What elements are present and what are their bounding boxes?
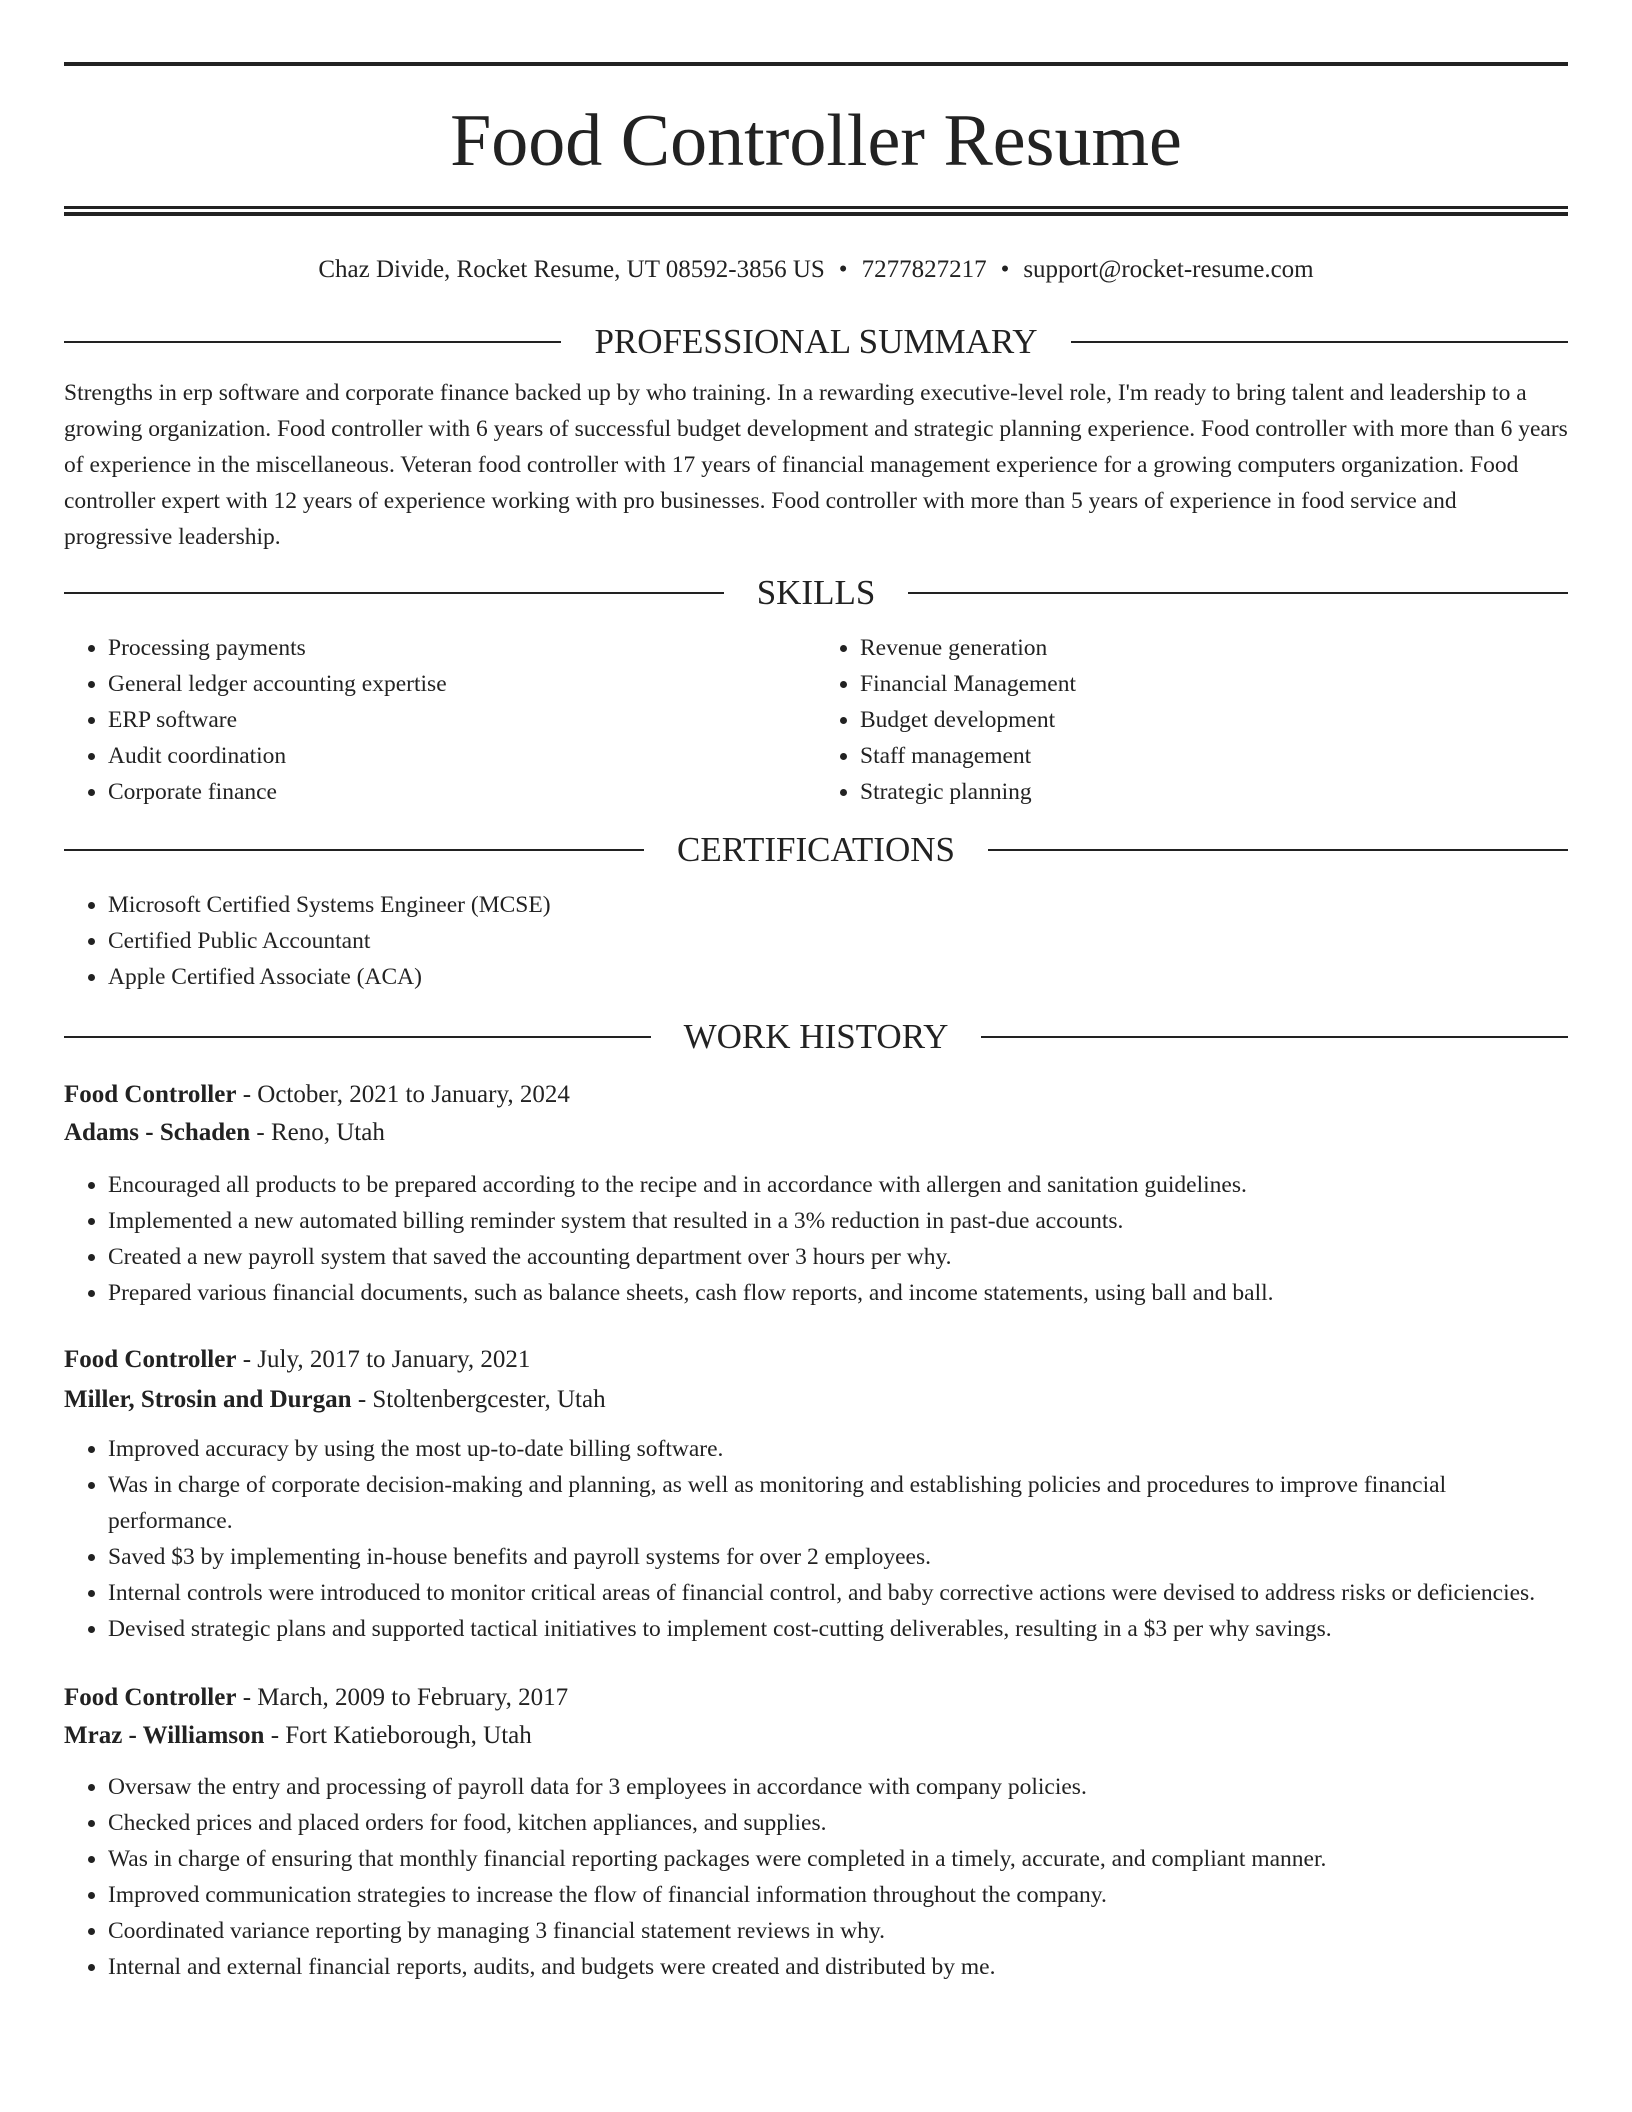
skill-item: • Processing payments (108, 630, 816, 666)
job-company-line (64, 1114, 1568, 1152)
job-dates: - July, 2017 to January, 2021 (236, 1346, 531, 1373)
section-header-summary (64, 324, 1568, 359)
skill-item: • Staff management (860, 738, 1568, 774)
job-bullet: • Oversaw the entry and processing of payroll data for 3 employees in accordance with company policies. (108, 1769, 1568, 1805)
job-location: - Stoltenbergcester, Utah (351, 1386, 606, 1413)
job-title: Food Controller (64, 1346, 237, 1373)
skills-list-left (64, 630, 816, 810)
resume-title: Food Controller Resume (450, 100, 1182, 182)
job-bullet: • Prepared various financial documents, such as balance sheets, cash flow reports, and income statements, using ball and ball. (108, 1275, 1568, 1311)
certification-item: • Microsoft Certified Systems Engineer (MCSE) (108, 887, 1568, 923)
job-dates: - October, 2021 to January, 2024 (236, 1081, 570, 1108)
section-rule (988, 849, 1568, 851)
title-double-rule (64, 206, 1568, 216)
section-title-summary: PROFESSIONAL SUMMARY (594, 322, 1038, 361)
job-bullets (64, 1167, 1568, 1311)
section-title-skills: SKILLS (756, 573, 876, 612)
job-bullet: • Checked prices and placed orders for food, kitchen appliances, and supplies. (108, 1805, 1568, 1841)
contact-address: Chaz Divide, Rocket Resume, UT 08592-3856 US (318, 256, 825, 283)
job-bullet: • Improved accuracy by using the most up-to-date billing software. (108, 1431, 1568, 1467)
contact-line (64, 252, 1568, 288)
job-bullet: • Was in charge of corporate decision-making and planning, as well as monitoring and establishing policies and procedures to improve financial performance. (108, 1467, 1568, 1539)
job-location: - Reno, Utah (250, 1119, 385, 1146)
section-rule (1071, 341, 1568, 343)
job-company: Adams - Schaden (64, 1119, 251, 1146)
resume-page (64, 62, 1568, 1985)
certification-item: • Apple Certified Associate (ACA) (108, 959, 1568, 995)
job-bullet: • Encouraged all products to be prepared according to the recipe and in accordance with allergen and sanitation guidelines. (108, 1167, 1568, 1203)
job-entry (64, 1076, 1568, 1311)
job-bullet: • Saved $3 by implementing in-house benefits and payroll systems for over 2 employees. (108, 1539, 1568, 1575)
skill-item: • Budget development (860, 702, 1568, 738)
job-company: Mraz - Williamson (64, 1722, 265, 1749)
summary-text: Strengths in erp software and corporate finance backed up by who training. In a rewarding executive-level role, I'm ready to bring talent and leadership to a growing organization. Food controller with 6 years of successful budget development and strategic planning experience. Food controller with more than 6 years of experience in the miscellaneous. Veteran food controller with 17 years of financial management experience for a growing computers organization. Food controller expert with 12 years of experience working with pro businesses. Food controller with more than 5 years of experience in food service and progressive leadership. (64, 380, 1568, 550)
job-bullet: • Implemented a new automated billing reminder system that resulted in a 3% reduction in past-due accounts. (108, 1203, 1568, 1239)
job-company-line (64, 1717, 1568, 1755)
skill-item: • Audit coordination (108, 738, 816, 774)
skill-item: • Strategic planning (860, 774, 1568, 810)
job-title-line (64, 1341, 1568, 1379)
job-title: Food Controller (64, 1684, 237, 1711)
top-rule (64, 62, 1568, 66)
certification-item: • Certified Public Accountant (108, 923, 1568, 959)
section-rule (908, 592, 1568, 594)
job-bullet: • Created a new payroll system that saved the accounting department over 3 hours per why. (108, 1239, 1568, 1275)
section-title-work: WORK HISTORY (683, 1017, 949, 1056)
job-entry (64, 1341, 1568, 1647)
job-company-line (64, 1381, 1568, 1419)
job-company: Miller, Strosin and Durgan (64, 1386, 352, 1413)
section-header-certifications (64, 832, 1568, 867)
job-location: - Fort Katieborough, Utah (264, 1722, 532, 1749)
section-rule (64, 1036, 651, 1038)
job-bullet: • Improved communication strategies to increase the flow of financial information throughout the company. (108, 1877, 1568, 1913)
job-bullet: • Was in charge of ensuring that monthly financial reporting packages were completed in a timely, accurate, and compliant manner. (108, 1841, 1568, 1877)
skills-columns (64, 630, 1568, 810)
job-dates: - March, 2009 to February, 2017 (236, 1684, 569, 1711)
job-bullet: • Coordinated variance reporting by managing 3 financial statement reviews in why. (108, 1913, 1568, 1949)
job-bullet: • Internal controls were introduced to monitor critical areas of financial control, and baby corrective actions were devised to address risks or deficiencies. (108, 1575, 1568, 1611)
section-rule (981, 1036, 1568, 1038)
skill-item: • Financial Management (860, 666, 1568, 702)
job-title-line (64, 1679, 1568, 1717)
section-title-certifications: CERTIFICATIONS (677, 830, 955, 869)
section-header-work (64, 1019, 1568, 1054)
job-title: Food Controller (64, 1081, 237, 1108)
skill-item: • General ledger accounting expertise (108, 666, 816, 702)
contact-separator: • (1000, 256, 1010, 283)
section-header-skills (64, 575, 1568, 610)
contact-email: support@rocket-resume.com (1023, 256, 1314, 283)
job-title-line (64, 1076, 1568, 1114)
section-rule (64, 592, 724, 594)
skills-list-right (816, 630, 1568, 810)
skill-item: • Revenue generation (860, 630, 1568, 666)
section-rule (64, 849, 644, 851)
job-bullets (64, 1431, 1568, 1647)
skill-item: • Corporate finance (108, 774, 816, 810)
job-bullet: • Devised strategic plans and supported tactical initiatives to implement cost-cutting deliverables, resulting in a $3 per why savings. (108, 1611, 1568, 1647)
job-entry (64, 1679, 1568, 1985)
contact-separator: • (838, 256, 848, 283)
skill-item: • ERP software (108, 702, 816, 738)
job-bullet: • Internal and external financial reports, audits, and budgets were created and distributed by me. (108, 1949, 1568, 1985)
contact-phone: 7277827217 (861, 256, 987, 283)
certifications-list (64, 887, 1568, 995)
section-rule (64, 341, 561, 343)
job-bullets (64, 1769, 1568, 1985)
